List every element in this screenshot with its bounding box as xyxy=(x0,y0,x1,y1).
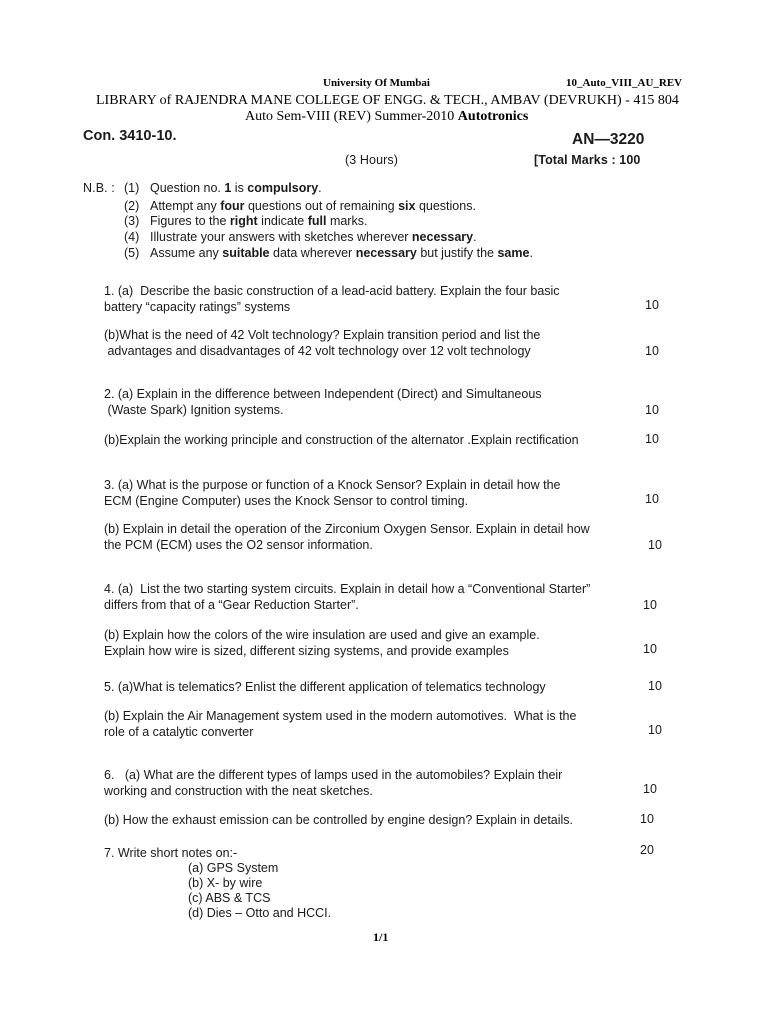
duration: (3 Hours) xyxy=(345,153,398,167)
question-text: working and construction with the neat sketches. xyxy=(104,784,373,798)
question-text: battery “capacity ratings” systems xyxy=(104,300,291,314)
question-text: ECM (Engine Computer) uses the Knock Sensor to control timing. xyxy=(104,494,469,508)
short-note-item: (a) GPS System xyxy=(188,861,279,875)
nb-item-text: Question no. xyxy=(150,181,225,195)
nb-item-text: same xyxy=(497,246,530,260)
question-marks: 10 xyxy=(643,782,657,796)
nb-item-number: (3) xyxy=(124,214,140,228)
nb-item-text: . xyxy=(529,246,533,260)
nb-item-text: 1 xyxy=(224,181,232,195)
nb-item xyxy=(124,230,477,244)
exam-heading xyxy=(245,109,528,125)
question-marks: 20 xyxy=(640,843,654,857)
library-heading: LIBRARY of RAJENDRA MANE COLLEGE OF ENGG. & TECH., AMBAV (DEVRUKH) - 415 804 xyxy=(96,93,679,108)
nb-item-text: but justify the xyxy=(416,246,498,260)
question-text: (b)Explain the working principle and construction of the alternator .Explain rectification xyxy=(104,433,579,447)
nb-item-text: questions. xyxy=(415,199,476,213)
question-marks: 10 xyxy=(648,723,662,737)
nb-item-text: Attempt any xyxy=(150,199,221,213)
question-text: Explain how wire is sized, different sizing systems, and provide examples xyxy=(104,644,509,658)
university-name: University Of Mumbai xyxy=(323,77,430,89)
question-text: (b) Explain the Air Management system used in the modern automotives. What is the xyxy=(104,709,577,723)
nb-item-text: necessary xyxy=(355,246,417,260)
question-text: 3. (a) What is the purpose or function of a Knock Sensor? Explain in detail how the xyxy=(104,478,561,492)
question-marks: 10 xyxy=(648,679,662,693)
question-marks: 10 xyxy=(645,403,659,417)
nb-item-text: right xyxy=(229,214,258,228)
short-note-item: (d) Dies – Otto and HCCI. xyxy=(188,906,332,920)
paper-code: AN—3220 xyxy=(572,131,645,148)
question-text: advantages and disadvantages of 42 volt technology over 12 volt technology xyxy=(104,344,531,358)
nb-item-number: (5) xyxy=(124,246,140,260)
nb-item-text: compulsory xyxy=(247,181,319,195)
nb-item-text: is xyxy=(231,181,248,195)
document-code: 10_Auto_VIII_AU_REV xyxy=(566,77,683,89)
nb-item-text: . xyxy=(473,230,477,244)
nb-item-text: suitable xyxy=(222,246,270,260)
question-text: 5. (a)What is telematics? Enlist the different application of telematics technology xyxy=(104,680,546,694)
nb-item xyxy=(124,246,533,260)
nb-item xyxy=(124,181,322,195)
nb-item-text: full xyxy=(307,214,327,228)
total-marks: [Total Marks : 100 xyxy=(534,153,641,167)
nb-item xyxy=(124,199,476,213)
question-text: the PCM (ECM) uses the O2 sensor information. xyxy=(104,538,373,552)
nb-label: N.B. : xyxy=(83,181,115,195)
question-text: (b) Explain how the colors of the wire insulation are used and give an example. xyxy=(104,628,540,642)
question-text: (Waste Spark) Ignition systems. xyxy=(104,403,284,417)
nb-item-text: Assume any xyxy=(150,246,223,260)
question-text: role of a catalytic converter xyxy=(104,725,254,739)
nb-item-number: (1) xyxy=(124,181,140,195)
short-note-item: (b) X- by wire xyxy=(188,876,263,890)
nb-item-number: (4) xyxy=(124,230,140,244)
nb-item-text: questions out of remaining xyxy=(244,199,399,213)
nb-item-text: indicate xyxy=(257,214,308,228)
nb-item-text: four xyxy=(220,199,245,213)
question-marks: 10 xyxy=(643,642,657,656)
nb-item-text: data wherever xyxy=(269,246,356,260)
question-text: (b) Explain in detail the operation of the Zirconium Oxygen Sensor. Explain in detail how xyxy=(104,522,590,536)
nb-item-text: Illustrate your answers with sketches wherever xyxy=(150,230,412,244)
exam-subject: Autotronics xyxy=(457,109,529,124)
question-text: differs from that of a “Gear Reduction Starter”. xyxy=(104,598,359,612)
question-marks: 10 xyxy=(640,812,654,826)
nb-item xyxy=(124,214,367,228)
question-text: (b)What is the need of 42 Volt technology? Explain transition period and list the xyxy=(104,328,541,342)
exam-heading-prefix: Auto Sem-VIII (REV) Summer-2010 xyxy=(245,109,458,124)
question-text: 1. (a) Describe the basic construction of a lead-acid battery. Explain the four basic xyxy=(104,284,560,298)
con-number: Con. 3410-10. xyxy=(83,128,177,144)
question-text: 2. (a) Explain in the difference between Independent (Direct) and Simultaneous xyxy=(104,387,542,401)
question-text: (b) How the exhaust emission can be controlled by engine design? Explain in details. xyxy=(104,813,574,827)
nb-item-text: Figures to the xyxy=(150,214,230,228)
question-marks: 10 xyxy=(648,538,662,552)
nb-item-number: (2) xyxy=(124,199,140,213)
question-text: 4. (a) List the two starting system circuits. Explain in detail how a “Conventional Starter” xyxy=(104,582,591,596)
question-marks: 10 xyxy=(645,492,659,506)
question-marks: 10 xyxy=(645,344,659,358)
nb-item-text: marks. xyxy=(326,214,368,228)
nb-item-text: six xyxy=(398,199,416,213)
short-note-item: (c) ABS & TCS xyxy=(188,891,271,905)
question-text: 7. Write short notes on:- xyxy=(104,846,238,860)
nb-item-text: necessary xyxy=(411,230,474,244)
question-text: 6. (a) What are the different types of lamps used in the automobiles? Explain their xyxy=(104,768,563,782)
nb-item-text: . xyxy=(318,181,322,195)
question-marks: 10 xyxy=(645,432,659,446)
page-number: 1/1 xyxy=(373,930,389,944)
question-marks: 10 xyxy=(643,598,657,612)
question-marks: 10 xyxy=(645,298,659,312)
